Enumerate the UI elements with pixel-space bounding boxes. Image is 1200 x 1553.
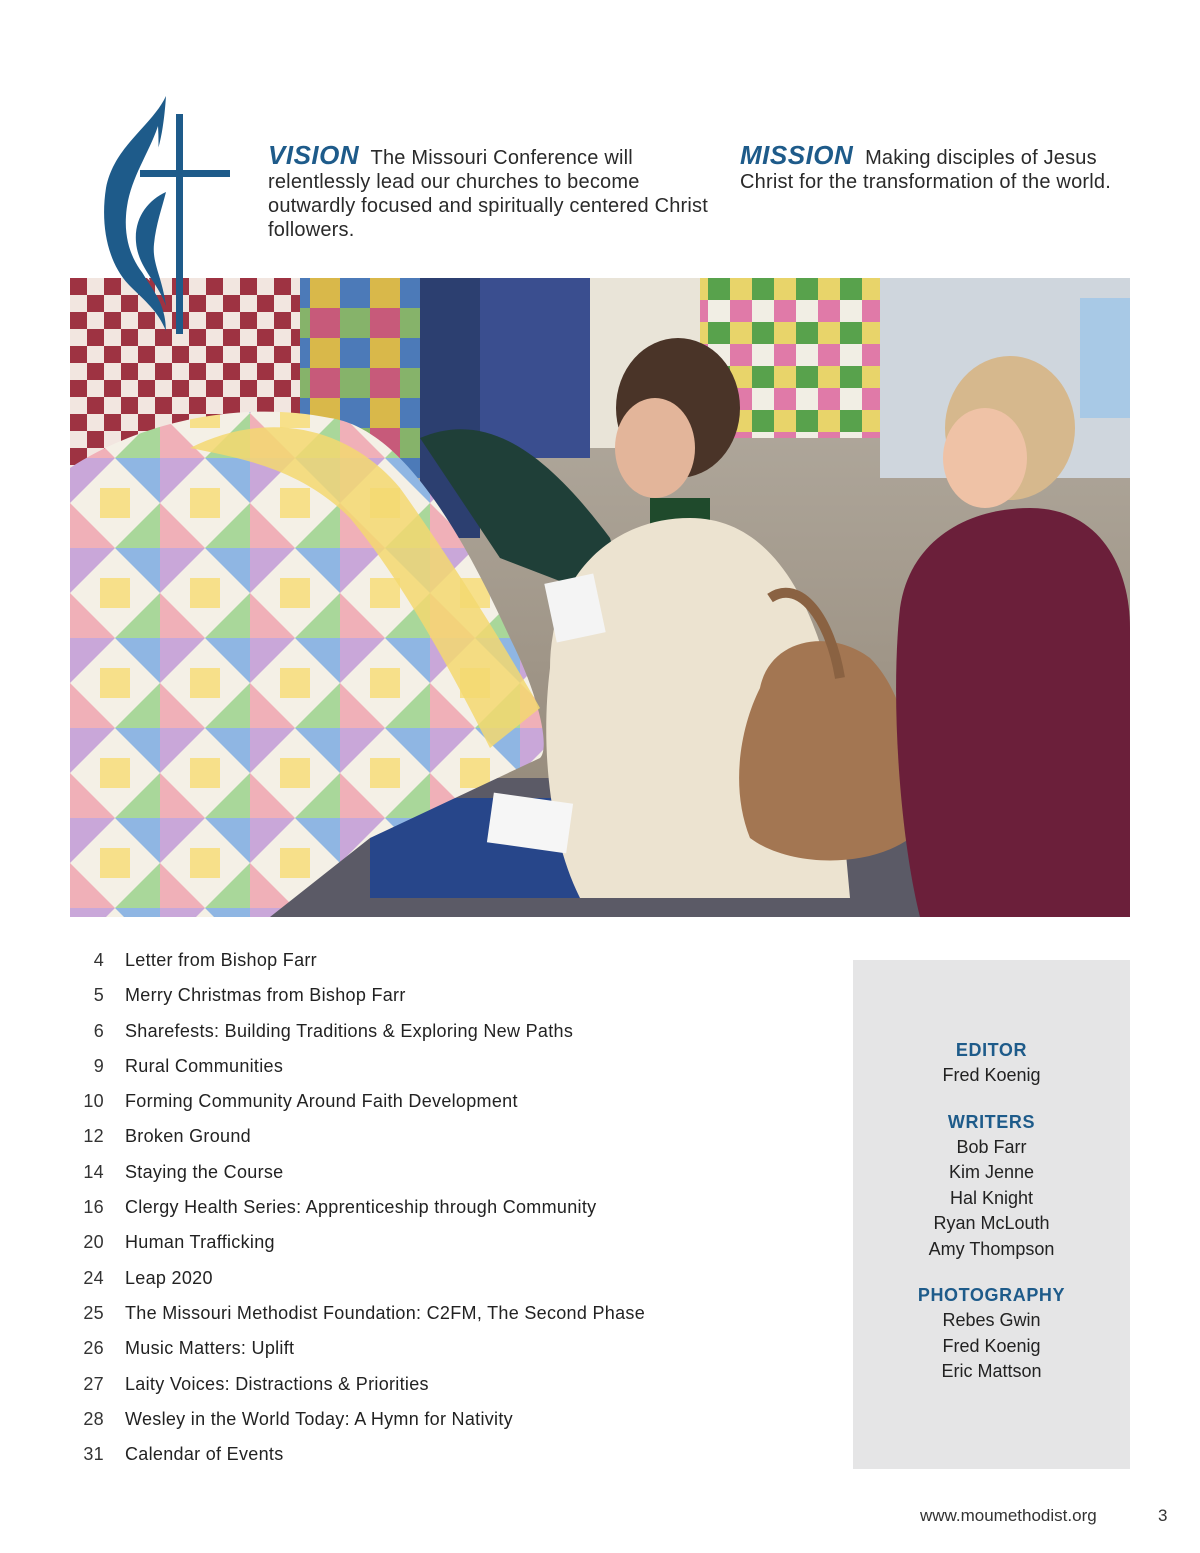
mission-statement	[740, 140, 1120, 194]
toc-entry[interactable]	[70, 1091, 790, 1126]
toc-page-number: 31	[83, 1444, 104, 1465]
toc-entry[interactable]	[70, 1021, 790, 1056]
toc-page-number: 4	[93, 950, 104, 970]
toc-entry[interactable]	[70, 1338, 790, 1373]
toc-entry[interactable]	[70, 1162, 790, 1197]
writer-name: Kim Jenne	[948, 1162, 1035, 1182]
writer-name: Hal Knight	[949, 1187, 1034, 1208]
toc-page-number: 28	[83, 1408, 104, 1429]
toc-title: Laity Voices: Distractions & Priorities	[125, 1373, 429, 1394]
toc-title: The Missouri Methodist Foundation: C2FM, The Second Phase	[125, 1302, 646, 1323]
toc-entry[interactable]	[70, 1409, 790, 1444]
toc-page-number: 16	[83, 1197, 104, 1218]
toc-entry[interactable]	[70, 1197, 790, 1232]
website-link[interactable]: www.moumethodist.org	[920, 1506, 1097, 1525]
toc-title: Music Matters: Uplift	[125, 1338, 295, 1359]
writers-credits	[853, 1109, 1130, 1263]
toc-title: Leap 2020	[125, 1267, 213, 1288]
toc-entry[interactable]	[70, 985, 790, 1020]
toc-title: Broken Ground	[125, 1126, 251, 1147]
mission-text: Making disciples of Jesus Christ for the transformation of the world.	[740, 147, 1111, 193]
toc-entry[interactable]	[70, 950, 790, 985]
photography-credits	[853, 1282, 1130, 1385]
toc-page-number: 5	[93, 985, 104, 1006]
editor-name: Fred Koenig	[942, 1065, 1041, 1085]
toc-entry[interactable]	[70, 1056, 790, 1091]
toc-page-number: 10	[83, 1091, 104, 1112]
toc-page-number: 26	[83, 1338, 104, 1359]
toc-title: Merry Christmas from Bishop Farr	[125, 985, 406, 1006]
editor-heading: EDITOR	[955, 1040, 1028, 1060]
writers-heading: WRITERS	[947, 1111, 1036, 1132]
toc-title: Sharefests: Building Traditions & Exploring New Paths	[125, 1020, 574, 1041]
toc-entry[interactable]	[70, 1444, 790, 1479]
toc-entry[interactable]	[70, 1268, 790, 1303]
toc-page-number: 6	[93, 1020, 104, 1041]
toc-title: Clergy Health Series: Apprenticeship through Community	[125, 1197, 597, 1218]
toc-page-number: 9	[93, 1055, 104, 1076]
toc-title: Wesley in the World Today: A Hymn for Nativity	[125, 1408, 513, 1429]
photography-heading: PHOTOGRAPHY	[917, 1285, 1066, 1305]
vision-keyword: VISION	[268, 140, 360, 170]
vision-text: The Missouri Conference will relentlessly lead our churches to become outwardly focused and spiritually centered Christ followers.	[268, 147, 709, 241]
photographer-name: Fred Koenig	[942, 1335, 1041, 1356]
toc-page-number: 20	[83, 1232, 104, 1253]
toc-page-number: 25	[83, 1302, 104, 1323]
toc-page-number: 27	[83, 1373, 104, 1394]
editor-credits	[853, 1037, 1130, 1089]
vision-statement	[268, 140, 709, 242]
quilt-show-photo	[70, 278, 1130, 917]
table-of-contents	[70, 950, 790, 1479]
toc-title: Calendar of Events	[125, 1444, 284, 1465]
toc-entry[interactable]	[70, 1232, 790, 1267]
toc-title: Letter from Bishop Farr	[125, 950, 317, 970]
toc-title: Human Trafficking	[125, 1232, 275, 1253]
toc-title: Forming Community Around Faith Development	[125, 1091, 518, 1112]
toc-title: Rural Communities	[125, 1055, 284, 1076]
page-number: 3	[1158, 1506, 1168, 1525]
staff-credits-box	[853, 960, 1130, 1469]
toc-entry[interactable]	[70, 1303, 790, 1338]
toc-page-number: 12	[83, 1126, 104, 1147]
toc-entry[interactable]	[70, 1374, 790, 1409]
photographer-name: Eric Mattson	[941, 1361, 1042, 1381]
toc-page-number: 14	[83, 1161, 104, 1182]
writer-name: Ryan McLouth	[933, 1213, 1050, 1233]
mission-keyword: MISSION	[740, 140, 854, 170]
toc-title: Staying the Course	[125, 1161, 284, 1182]
toc-entry[interactable]	[70, 1126, 790, 1161]
writer-name: Amy Thompson	[928, 1238, 1055, 1259]
toc-page-number: 24	[83, 1267, 104, 1288]
photographer-name: Rebes Gwin	[942, 1310, 1041, 1330]
writer-name: Bob Farr	[956, 1136, 1027, 1157]
cross-and-flame-icon	[100, 96, 235, 341]
